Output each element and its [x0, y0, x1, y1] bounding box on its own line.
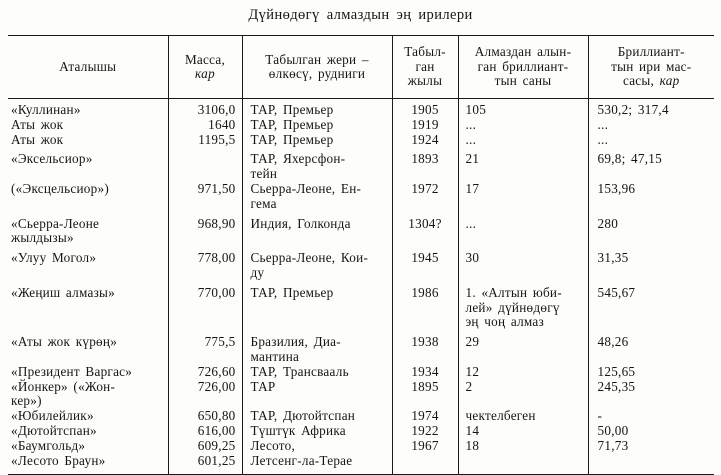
cell-mass: 616,00 [168, 424, 242, 439]
table-row [8, 246, 714, 281]
cell-year: 1945 [392, 246, 458, 281]
header-cell-count: Алмаздан алын- ган бриллиант- тын саны [458, 36, 588, 99]
header-cell-name: Аталышы [8, 36, 168, 99]
cell-count [458, 454, 588, 475]
cell-count: ... [458, 118, 588, 133]
page-title: Дүйнөдөгү алмаздын эң ирилери [248, 7, 473, 23]
cell-place: Индия, Голконда [242, 212, 392, 247]
cell-brilliant: 125,65 [597, 363, 636, 379]
cell-mass: 1640 [168, 118, 242, 133]
cell-name: Аты жок [8, 118, 168, 133]
table-body [8, 99, 714, 475]
cell-name: «Президент Варгас» [8, 365, 168, 380]
table-row [8, 99, 714, 118]
cell-year: 1895 [392, 380, 458, 410]
cell-mass: 968,90 [168, 212, 242, 247]
table-row [8, 454, 714, 475]
cell-mass: 726,60 [168, 365, 242, 380]
cell-mass: 609,25 [168, 439, 242, 454]
cell-mass: 3106,0 [168, 99, 242, 118]
cell-place: ТАР, Премьер [242, 133, 392, 148]
cell-year: 1972 [392, 182, 458, 212]
cell-brilliant: 31,35 [597, 250, 629, 266]
cell-count: 21 [458, 147, 588, 182]
cell-place: ТАР, Дютойтспан [242, 409, 392, 424]
cell-count: ... [458, 212, 588, 247]
cell-mass: 775,5 [168, 330, 242, 365]
cell-year: 1974 [392, 409, 458, 424]
cell-place: Сьерра-Леоне, Кои- ду [242, 246, 392, 281]
cell-count: 2 [458, 380, 588, 410]
cell-brilliant: ... [597, 116, 609, 132]
table-row [8, 330, 714, 365]
table-row [8, 281, 714, 330]
cell-year [392, 454, 458, 475]
table-header [8, 36, 714, 99]
table-row [8, 182, 714, 212]
table-row [8, 380, 714, 410]
cell-year: 1934 [392, 365, 458, 380]
cell-year: 1922 [392, 424, 458, 439]
cell-name: («Эксцельсиор») [8, 182, 168, 212]
header-cell-place: Табылган жери – өлкөсү, рудниги [242, 36, 392, 99]
cell-brilliant: 245,35 [597, 378, 636, 394]
cell-name: «Дютойтспан» [8, 424, 168, 439]
table-row [8, 133, 714, 148]
table-row [8, 365, 714, 380]
cell-year: 1924 [392, 133, 458, 148]
cell-brilliant: 545,67 [597, 284, 636, 300]
cell-count: 105 [458, 99, 588, 118]
table-row [8, 118, 714, 133]
cell-mass: 770,00 [168, 281, 242, 330]
header-cell-mass: Масса, кар [168, 36, 242, 99]
header-cell-brilliant: Бриллиант- тын ири мас- сасы, кар [588, 36, 714, 99]
cell-year: 1893 [392, 147, 458, 182]
cell-name: «Сьерра-Леоне жылдызы» [8, 212, 168, 247]
cell-year: 1967 [392, 439, 458, 454]
cell-place: ТАР, Премьер [242, 99, 392, 118]
cell-count: 18 [458, 439, 588, 454]
header-cell-year: Табыл- ган жылы [392, 36, 458, 99]
cell-brilliant: 530,2; 317,4 [597, 102, 669, 117]
cell-count: 12 [458, 365, 588, 380]
cell-mass: 650,80 [168, 409, 242, 424]
cell-brilliant: 69,8; 47,15 [597, 151, 662, 167]
cell-mass: 1195,5 [168, 133, 242, 148]
cell-name: «Улуу Могол» [8, 246, 168, 281]
cell-year: 1304? [392, 212, 458, 247]
cell-name: «Баумгольд» [8, 439, 168, 454]
cell-year: 1919 [392, 118, 458, 133]
cell-mass [168, 147, 242, 182]
table-row [8, 409, 714, 424]
cell-count: 14 [458, 424, 588, 439]
cell-brilliant: 153,96 [597, 180, 636, 196]
cell-brilliant: 71,73 [597, 437, 629, 453]
cell-place: Лесото, [242, 439, 392, 454]
table-row [8, 439, 714, 454]
cell-count: 29 [458, 330, 588, 365]
cell-place: Бразилия, Диа- мантина [242, 330, 392, 365]
cell-count: ... [458, 133, 588, 148]
cell-brilliant: ... [597, 131, 609, 147]
cell-place: Сьерра-Леоне, Ен- гема [242, 182, 392, 212]
cell-year: 1986 [392, 281, 458, 330]
cell-year: 1905 [392, 99, 458, 118]
cell-mass: 971,50 [168, 182, 242, 212]
cell-count: чектелбеген [458, 409, 588, 424]
table-row [8, 212, 714, 247]
cell-year: 1938 [392, 330, 458, 365]
cell-name: «Аты жок күрөң» [8, 330, 168, 365]
cell-name: «Лесото Браун» [8, 454, 168, 475]
cell-place: Түштүк Африка [242, 424, 392, 439]
cell-place: ТАР, Премьер [242, 118, 392, 133]
cell-name: Аты жок [8, 133, 168, 148]
cell-brilliant: 48,26 [597, 334, 629, 350]
cell-name: «Жеңиш алмазы» [8, 281, 168, 330]
cell-brilliant: 280 [597, 215, 619, 231]
cell-name: «Куллинан» [8, 99, 168, 118]
cell-mass: 601,25 [168, 454, 242, 475]
cell-name: «Эксельсиор» [8, 147, 168, 182]
cell-place: ТАР, Яхерсфон- тейн [242, 147, 392, 182]
header-row [8, 36, 714, 99]
cell-count: 17 [458, 182, 588, 212]
cell-count: 1. «Алтын юби- лей» дүйнөдөгү эң чоң алмаз [458, 281, 588, 330]
cell-brilliant [588, 454, 714, 475]
cell-count: 30 [458, 246, 588, 281]
cell-mass: 778,00 [168, 246, 242, 281]
cell-place: ТАР, Трансвааль [242, 365, 392, 380]
cell-brilliant: 50,00 [597, 422, 629, 438]
largest-diamonds-table [8, 35, 714, 475]
cell-brilliant: - [597, 408, 603, 424]
cell-name: «Йонкер» («Жон- кер») [8, 380, 168, 410]
cell-place: Летсенг-ла-Терае [242, 454, 392, 475]
table-row [8, 147, 714, 182]
cell-name: «Юбилейлик» [8, 409, 168, 424]
cell-place: ТАР [242, 380, 392, 410]
table-row [8, 424, 714, 439]
cell-place: ТАР, Премьер [242, 281, 392, 330]
cell-mass: 726,00 [168, 380, 242, 410]
